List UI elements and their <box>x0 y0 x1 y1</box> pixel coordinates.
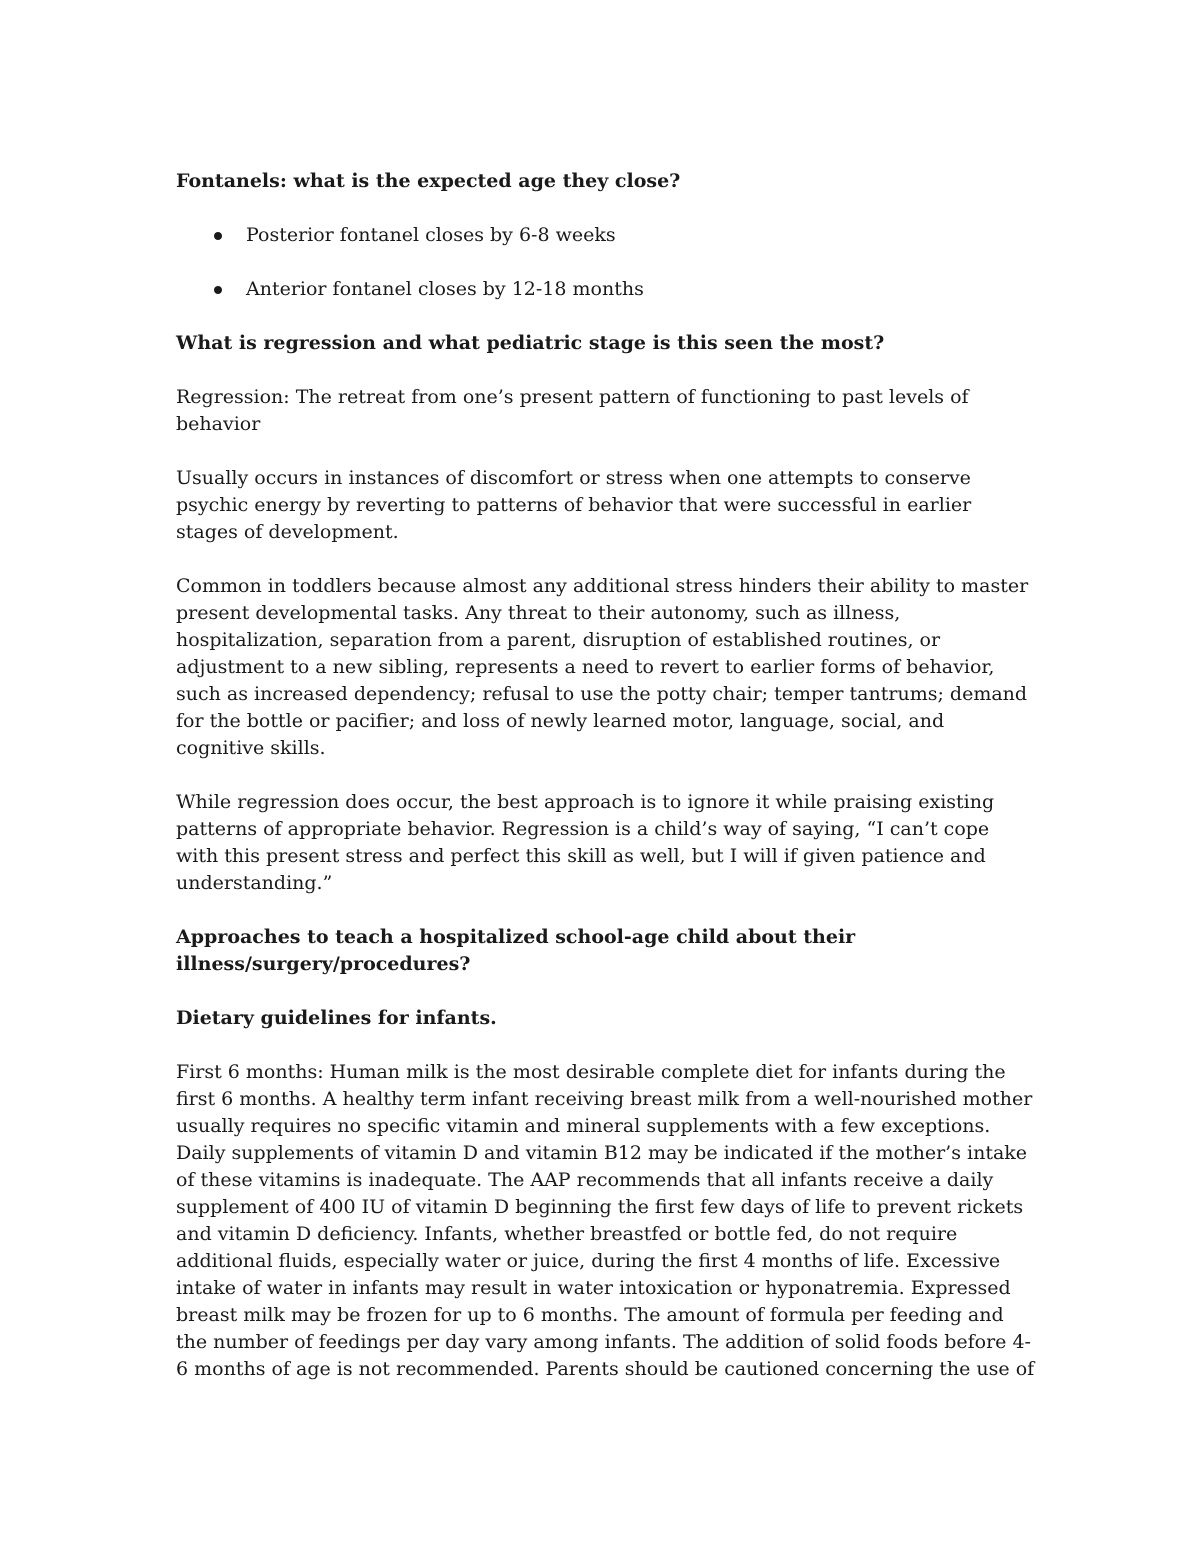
regression-occurrence: Usually occurs in instances of discomfort or stress when one attempts to conserve psychic energy by reverting to patterns of behavior that were successful in earlier stages of development. <box>176 467 972 543</box>
regression-definition: Regression: The retreat from one’s present pattern of functioning to past levels of behavior <box>176 386 969 435</box>
regression-toddlers: Common in toddlers because almost any additional stress hinders their ability to master present developmental tasks. Any threat to their autonomy, such as illness, hospitalization, separation from a parent, disruption of established routines, or adjustment to a new sibling, represents a need to revert to earlier forms of behavior, such as increased dependency; refusal to use the potty chair; temper tantrums; demand for the bottle or pacifier; and loss of newly learned motor, language, social, and cognitive skills. <box>176 575 1029 759</box>
list-item-text: Anterior fontanel closes by 12-18 months <box>246 278 644 300</box>
regression-heading: What is regression and what pediatric stage is this seen the most? <box>176 332 885 354</box>
fontanels-heading: Fontanels: what is the expected age they close? <box>176 170 681 192</box>
dietary-first-six-months: First 6 months: Human milk is the most desirable complete diet for infants during the first 6 months. A healthy term infant receiving breast milk from a well-nourished mother usually requires no specific vitamin and mineral supplements with a few exceptions. Daily supplements of vitamin D and vitamin B12 may be indicated if the mother’s intake of these vitamins is inadequate. The AAP recommends that all infants receive a daily supplement of 400 IU of vitamin D beginning the first few days of life to prevent rickets and vitamin D deficiency. Infants, whether breastfed or bottle fed, do not require additional fluids, especially water or juice, during the first 4 months of life. Excessive intake of water in infants may result in water intoxication or hyponatremia. Expressed breast milk may be frozen for up to 6 months. The amount of formula per feeding and the number of feedings per day vary among infants. The addition of solid foods before 4-6 months of age is not recommended. Parents should be cautioned concerning the use of <box>176 1061 1035 1380</box>
list-item <box>176 222 1036 249</box>
bullet-icon <box>214 286 222 294</box>
teaching-approaches-heading: Approaches to teach a hospitalized school-age child about their illness/surgery/procedures? <box>176 926 856 975</box>
fontanels-list <box>176 222 1036 303</box>
list-item <box>176 276 1036 303</box>
dietary-guidelines-heading: Dietary guidelines for infants. <box>176 1007 497 1029</box>
list-item-text: Posterior fontanel closes by 6-8 weeks <box>246 224 616 246</box>
regression-approach: While regression does occur, the best approach is to ignore it while praising existing patterns of appropriate behavior. Regression is a child’s way of saying, “I can’t cope with this present stress and perfect this skill as well, but I will if given patience and understanding.” <box>176 791 995 894</box>
bullet-icon <box>214 232 222 240</box>
document-body <box>176 168 1036 1410</box>
